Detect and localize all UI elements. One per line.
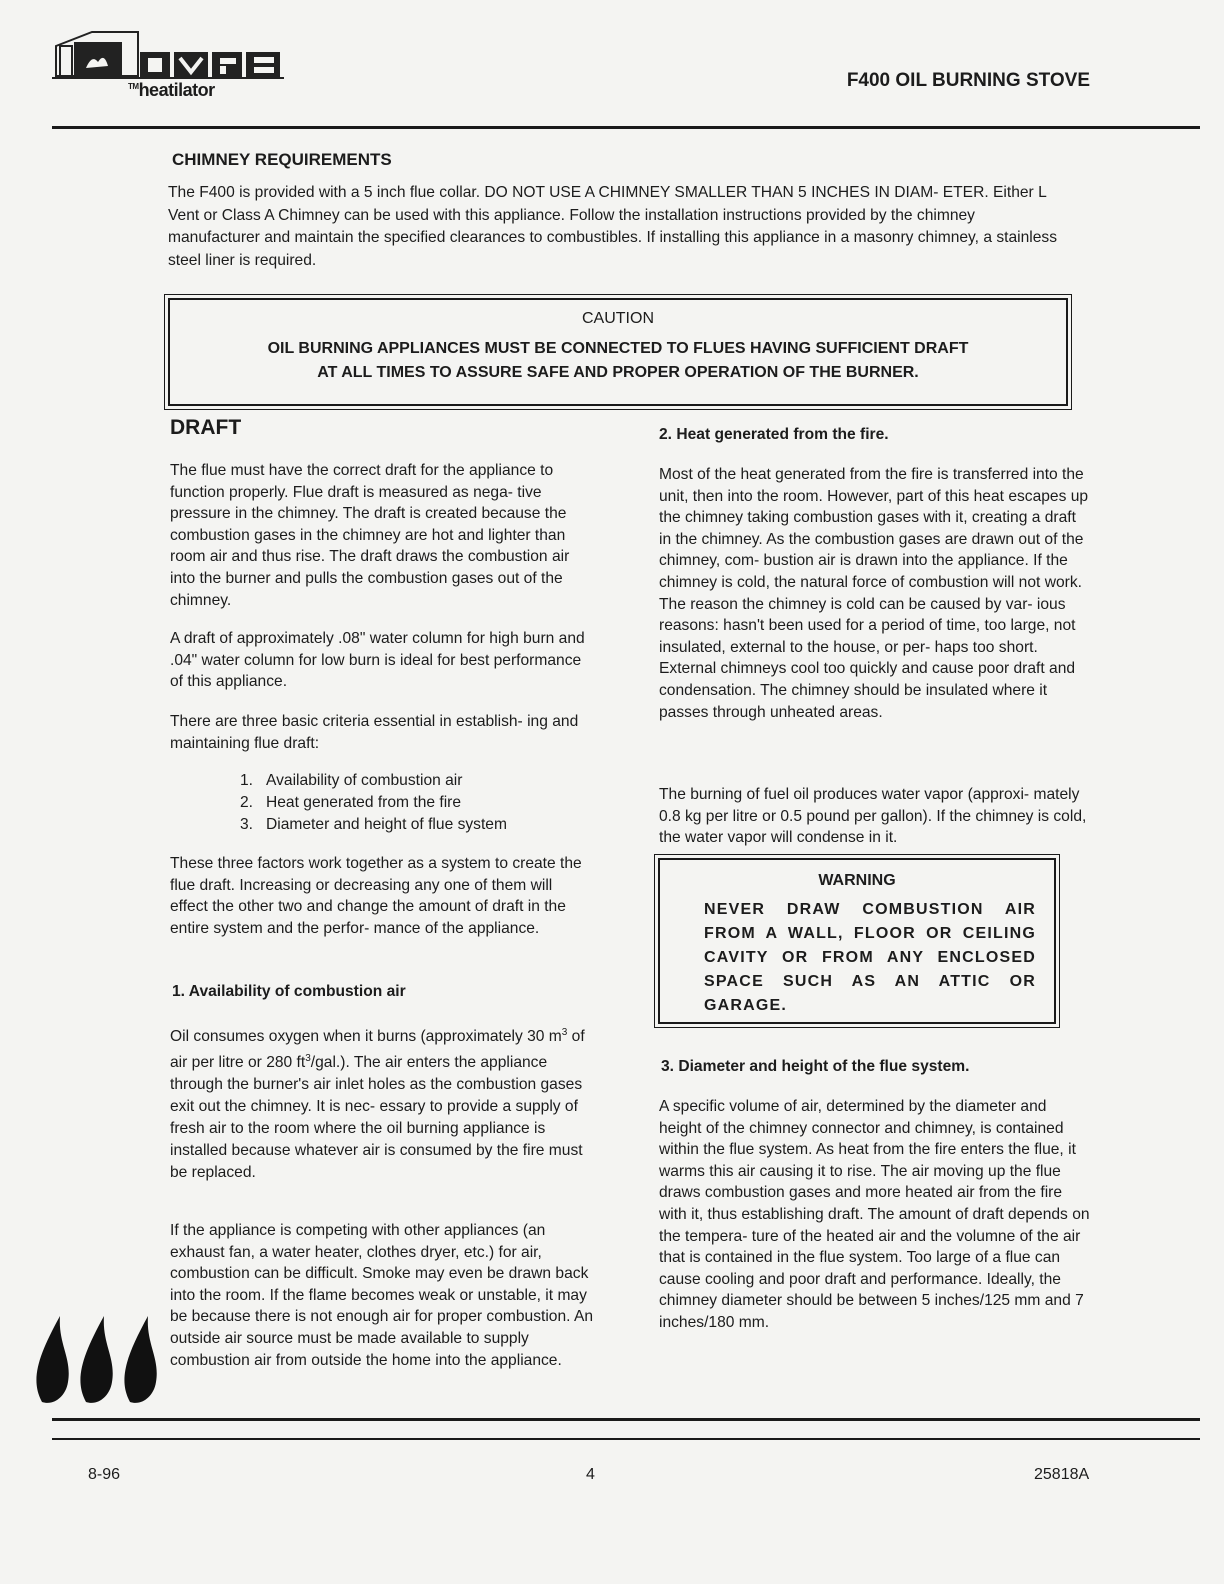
list-item: 1. Availability of combustion air — [240, 772, 463, 789]
document-title: F400 OIL BURNING STOVE — [846, 70, 1090, 91]
caution-box — [168, 298, 1068, 406]
caution-line-2: AT ALL TIMES TO ASSURE SAFE AND PROPER OPERATION OF THE BURNER. — [317, 364, 919, 381]
document-code: 25818A — [1034, 1466, 1090, 1483]
draft-paragraph-3: There are three basic criteria essential in establish- ing and maintaining flue draft: — [170, 713, 579, 752]
warning-text: NEVER DRAW COMBUSTION AIR FROM A WALL, FLOOR OR CEILING CAVITY OR FROM ANY ENCLOSED SPACE SUCH AS AN ATTIC OR GARAGE. — [704, 901, 1036, 1014]
subheading-combustion-air: 1. Availability of combustion air — [172, 983, 406, 1000]
brand-subtitle — [128, 80, 215, 101]
brand-subtitle-text: heatilator — [138, 80, 215, 100]
footer-divider-top — [52, 1418, 1200, 1421]
caution-line-1: OIL BURNING APPLIANCES MUST BE CONNECTED TO FLUES HAVING SUFFICIENT DRAFT — [267, 340, 969, 357]
flame-icon-decoration — [32, 1310, 162, 1410]
draft-paragraph-2: A draft of approximately .08" water column for high burn and .04" water column for low burn is ideal for best performance of this appliance. — [170, 630, 585, 691]
footer-date: 8-96 — [88, 1466, 121, 1483]
criteria-list — [240, 770, 507, 836]
section-heading-draft: DRAFT — [170, 416, 242, 439]
warning-box — [658, 858, 1056, 1024]
flue-system-paragraph: A specific volume of air, determined by the diameter and height of the chimney connector and chimney, is contained within the flue system. As heat from the fire enters the flue, it warms this air causing it to rise. The air moving up the flue draws combustion gases and more heated air from the fire with it, thus establishing draft. The amount of draft depends on the tempera- ture of the heated air and the volumne of the air that is contained in the flue system. Too large of a flue can cause cooling and poor draft and performance. Ideally, the chimney diameter should be between 5 inches/125 mm and 7 inches/180 mm. — [659, 1098, 1090, 1331]
subheading-flue-system: 3. Diameter and height of the flue system. — [661, 1058, 970, 1075]
draft-paragraph-1: The flue must have the correct draft for the appliance to function properly. Flue draft is measured as nega- tive pressure in the chimney. The draft is created because the combustion gases in the chimney are hot and lighter than room air and thus rise. The draft draws the combustion air into the burner and pulls the combustion gases out of the chimney. — [170, 462, 570, 609]
brand-tm: TM — [128, 82, 139, 91]
chimney-paragraph: The F400 is provided with a 5 inch flue collar. DO NOT USE A CHIMNEY SMALLER THAN 5 INCHES IN DIAM- ETER. Either L Vent or Class A Chimney can be used with this appliance. Follow the installation instructions provided by the chimney manufacturer and maintain the specified clearances to combustibles. If installing this appliance in a masonry chimney, a stainless steel liner is required. — [168, 184, 1058, 269]
list-item: 2. Heat generated from the fire — [240, 794, 462, 811]
combustion-air-paragraph-2: If the appliance is competing with other appliances (an exhaust fan, a water heater, clothes dryer, etc.) for air, combustion can be difficult. Smoke may even be drawn back into the room. If the flame becomes weak or unstable, it may be because there is not enough air for proper combustion. An outside air source must be made available to supply combustion air from outside the home into the appliance. — [170, 1222, 594, 1369]
warning-title: WARNING — [818, 872, 896, 889]
heat-generated-paragraph-1: Most of the heat generated from the fire is transferred into the unit, then into the room. However, part of this heat escapes up the chimney taking combustion gases with it, creating a draft in the chimney. As the combustion gases are drawn out of the chimney, com- bustion air is drawn into the appliance. If the chimney is cold, the natural force of combustion will not work. The reason the chimney is cold can be caused by var- ious reasons: hasn't been used for a period of time, too large, not insulated, external to the house, or per- haps too short. External chimneys cool too quickly and cause poor draft and condensation. The chimney should be insulated where it passes through unheated areas. — [659, 466, 1089, 721]
list-item: 3. Diameter and height of flue system — [240, 816, 507, 833]
combustion-air-paragraph-1: Oil consumes oxygen when it burns (approximately 30 $m^3$ of air per litre or 280 $ft^3/gal$.). The air enters the appliance through the burner's air inlet holes as the combustion gases exit out the chimney. It is nec- essary to provide a supply of fresh air to the room where the oil burning appliance is installed because whatever air is consumed by the fire must be replaced. — [170, 1027, 585, 1182]
subheading-heat-generated: 2. Heat generated from the fire. — [659, 426, 889, 443]
section-heading-chimney: CHIMNEY REQUIREMENTS — [172, 150, 392, 169]
footer-divider-bottom — [52, 1438, 1200, 1440]
page-number: 4 — [586, 1466, 595, 1483]
header-divider — [52, 126, 1200, 129]
draft-paragraph-4: These three factors work together as a system to create the flue draft. Increasing or decreasing any one of them will effect the other two and change the amount of draft in the entire system and the perfor- mance of the appliance. — [170, 855, 582, 937]
heat-generated-paragraph-2: The burning of fuel oil produces water vapor (approxi- mately 0.8 kg per litre or 0.5 pound per gallon). If the chimney is cold, the water vapor will condense in it. — [659, 786, 1087, 847]
caution-title: CAUTION — [582, 310, 654, 327]
